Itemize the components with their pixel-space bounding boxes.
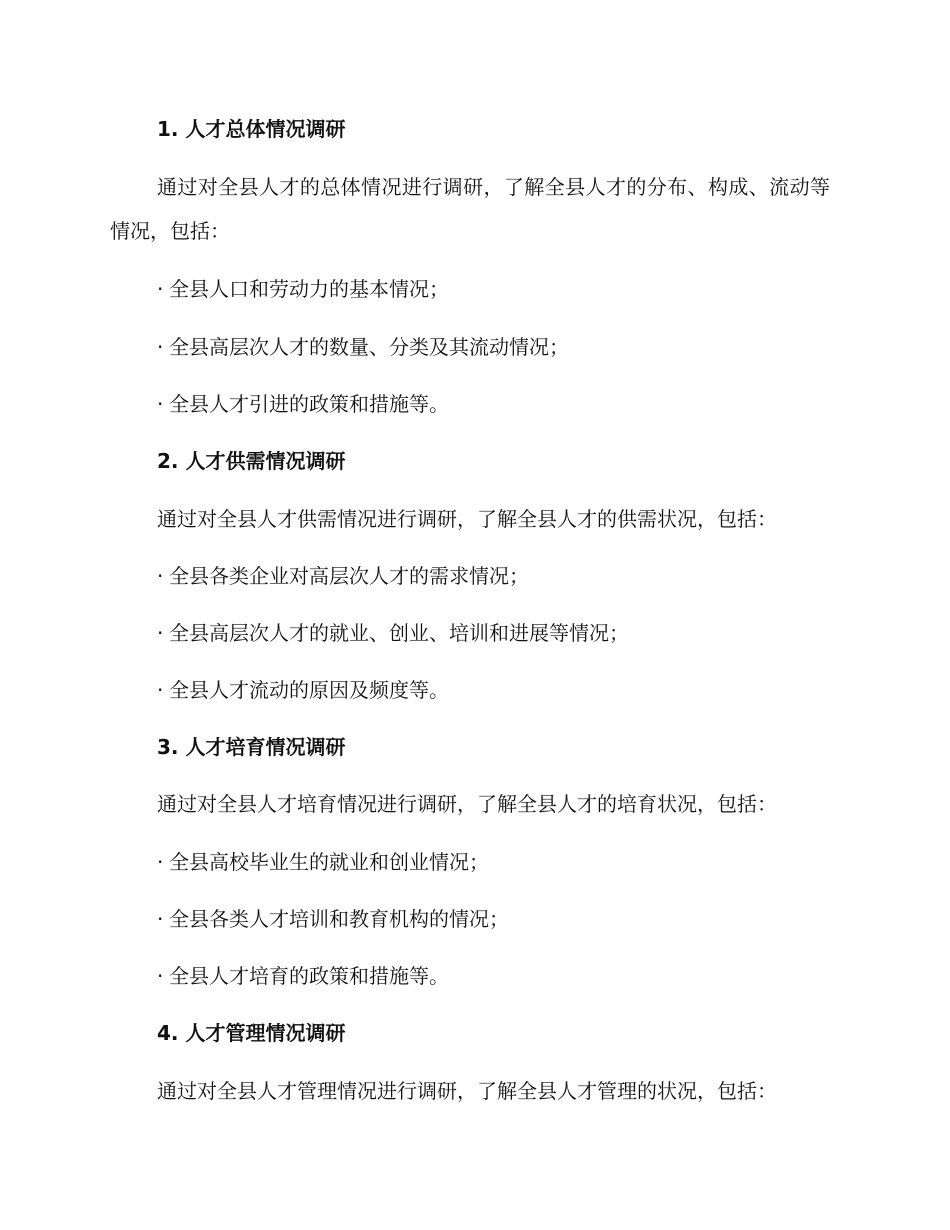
section-4-heading: 4. 人才管理情况调研 <box>157 1021 346 1045</box>
bullet-text: 全县高层次人才的就业、创业、培训和进展等情况； <box>169 621 629 645</box>
section-3-bullet-1 <box>157 848 489 876</box>
section-1-bullet-2 <box>157 333 569 361</box>
bullet-icon: · <box>157 564 164 588</box>
bullet-text: 全县高层次人才的数量、分类及其流动情况； <box>169 335 569 359</box>
bullet-icon: · <box>157 678 164 702</box>
section-1-heading: 1. 人才总体情况调研 <box>157 117 346 141</box>
bullet-text: 全县人才引进的政策和措施等。 <box>169 392 449 416</box>
bullet-text: 全县人才流动的原因及频度等。 <box>169 678 449 702</box>
section-2-bullet-2 <box>157 619 629 647</box>
section-1-bullet-1 <box>157 275 449 303</box>
bullet-icon: · <box>157 907 164 931</box>
section-2-bullet-1 <box>157 562 529 590</box>
section-4-intro: 通过对全县人才管理情况进行调研，了解全县人才管理的状况，包括： <box>157 1079 777 1103</box>
bullet-icon: · <box>157 335 164 359</box>
section-3-bullet-3 <box>157 962 449 990</box>
section-1-bullet-3 <box>157 390 449 418</box>
section-3-heading: 3. 人才培育情况调研 <box>157 735 346 759</box>
section-1-intro: 通过对全县人才的总体情况进行调研，了解全县人才的分布、构成、流动等情况，包括： <box>110 175 830 243</box>
section-3-intro: 通过对全县人才培育情况进行调研，了解全县人才的培育状况，包括： <box>157 792 777 816</box>
bullet-icon: · <box>157 392 164 416</box>
bullet-text: 全县人口和劳动力的基本情况； <box>169 277 449 301</box>
bullet-text: 全县人才培育的政策和措施等。 <box>169 964 449 988</box>
bullet-icon: · <box>157 621 164 645</box>
section-2-heading: 2. 人才供需情况调研 <box>157 449 346 473</box>
bullet-icon: · <box>157 964 164 988</box>
section-3-bullet-2 <box>157 905 509 933</box>
section-2-bullet-3 <box>157 676 449 704</box>
bullet-text: 全县高校毕业生的就业和创业情况； <box>169 850 489 874</box>
bullet-text: 全县各类企业对高层次人才的需求情况； <box>169 564 529 588</box>
section-2-intro: 通过对全县人才供需情况进行调研，了解全县人才的供需状况，包括： <box>157 507 777 531</box>
bullet-icon: · <box>157 277 164 301</box>
bullet-text: 全县各类人才培训和教育机构的情况； <box>169 907 509 931</box>
bullet-icon: · <box>157 850 164 874</box>
